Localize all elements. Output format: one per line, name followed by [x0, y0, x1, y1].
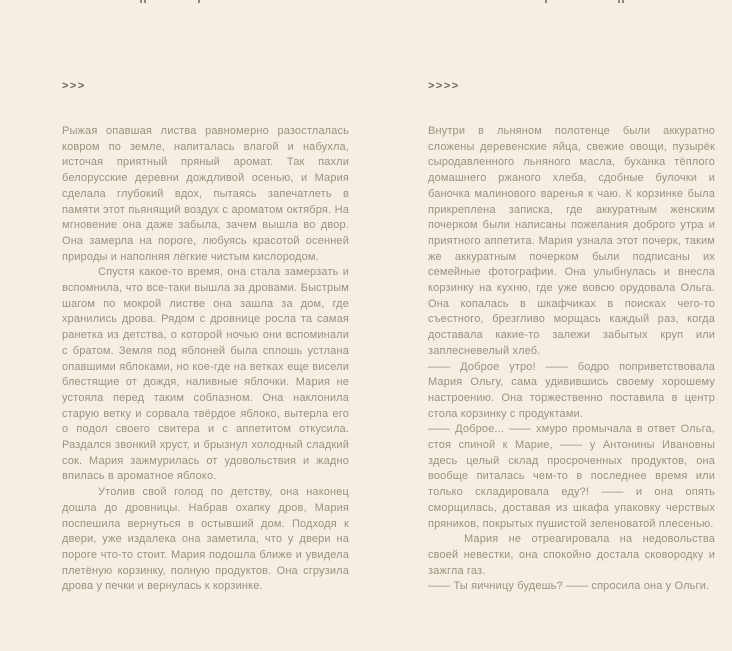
left-page-text [62, 124, 349, 595]
paragraph: Внутри в льняном полотенце были аккуратно сложены деревенские яйца, свежие овощи, пузырёк сыродавленного льняного масла, буханка тёплого домашнего ржаного хлеба, сдобные булочки и баночка малинового варенья к чаю. К корзинке была прикреплена записка, где аккуратным женским почерком были написаны пожелания доброго утра и приятного аппетита. Мария узнала этот почерк, таким же аккуратным почерком были подписаны их семейные фотографии. Она улыбнулась и внесла корзинку на кухню, где уже вовсю орудовала Ольга. Она копалась в шкафчиках в поисках чего-то съестного, брезгливо морщась каждый раз, когда доставала какие-то залежи забытых круп или заплесневелый хлеб. [428, 125, 715, 357]
paragraph: Мария не отреагировала на недовольства своей невестки, она спокойно достала сковородку и зажгла газ. [428, 533, 715, 577]
right-page [428, 0, 715, 651]
paragraph: Утолив свой голод по детству, она наконец дошла до дровницы. Набрав охапку дров, Мария поспешила вернуться в остывший дом. Подходя к двери, уже издалека она заметила, что у двери на пороге что-то стоит. Мария подошла ближе и увидела плетёную корзинку, полную продуктов. Она сгрузила дрова у печки и вернулась к корзинке. [62, 486, 349, 593]
right-page-text [428, 124, 715, 595]
paragraph-dialogue: —— Доброе утро! —— бодро поприветствовала Мария Ольгу, сама удивившись своему хорошему настроению. Она торжественно поставила в центр стола корзинку с продуктами. [428, 360, 715, 420]
paragraph-dialogue: —— Доброе... —— хмуро промычала в ответ Ольга, стоя спиной к Марие, —— у Антонины Ивановны здесь целый склад просроченных продуктов, она вообще питалась чем-то в последнее время или только складировала еду?! —— и она опять сморщилась, доставая из шкафа упаковку черствых пряников, покрытых пушистой зеленоватой плесенью. [428, 423, 715, 530]
paragraph: Рыжая опавшая листва равномерно разостлалась ковром по земле, напиталась влагой и набухла, источая приятный пряный аромат. Так пахли белорусские деревни дождливой осенью, и Мария сделала глубокий вдох, пытаясь запечатлеть в памяти этот пьянящий воздух с ароматом октября. На мгновение она даже забыла, зачем вышла во двор. Она замерла на пороге, любуясь красотой осенней природы и наполняя лёгкие чистым кислородом. [62, 125, 349, 263]
section-marker-right: >>>> [428, 80, 460, 92]
paragraph: Спустя какое-то время, она стала замерзать и вспомнила, что все-таки вышла за дровами. Быстрым шагом по мокрой листве она зашла за дом, где хранились дрова. Рядом с дровнице росла та самая ранетка из детства, о которой ночью они вспоминали с братом. Земля под яблоней была сплошь устлана опавшими яблоками, но кое-где на ветках еще висели блестящие от дождя, наливные яблочки. Мария не устояла перед таким соблазном. Она наклонила старую ветку и сорвала твёрдое яблоко, вытерла его о подол своего свитера и с аппетитом откусила. Раздался звонкий хруст, и брызнул холодный сладкий сок. Мария зажмурилась от удовольствия и жадно впилась в ароматное яблоко. [62, 266, 349, 483]
left-page [62, 0, 349, 651]
paragraph-dialogue: —— Ты яичницу будешь? —— спросила она у Ольги. [428, 580, 710, 593]
section-marker-left: >>> [62, 80, 86, 92]
